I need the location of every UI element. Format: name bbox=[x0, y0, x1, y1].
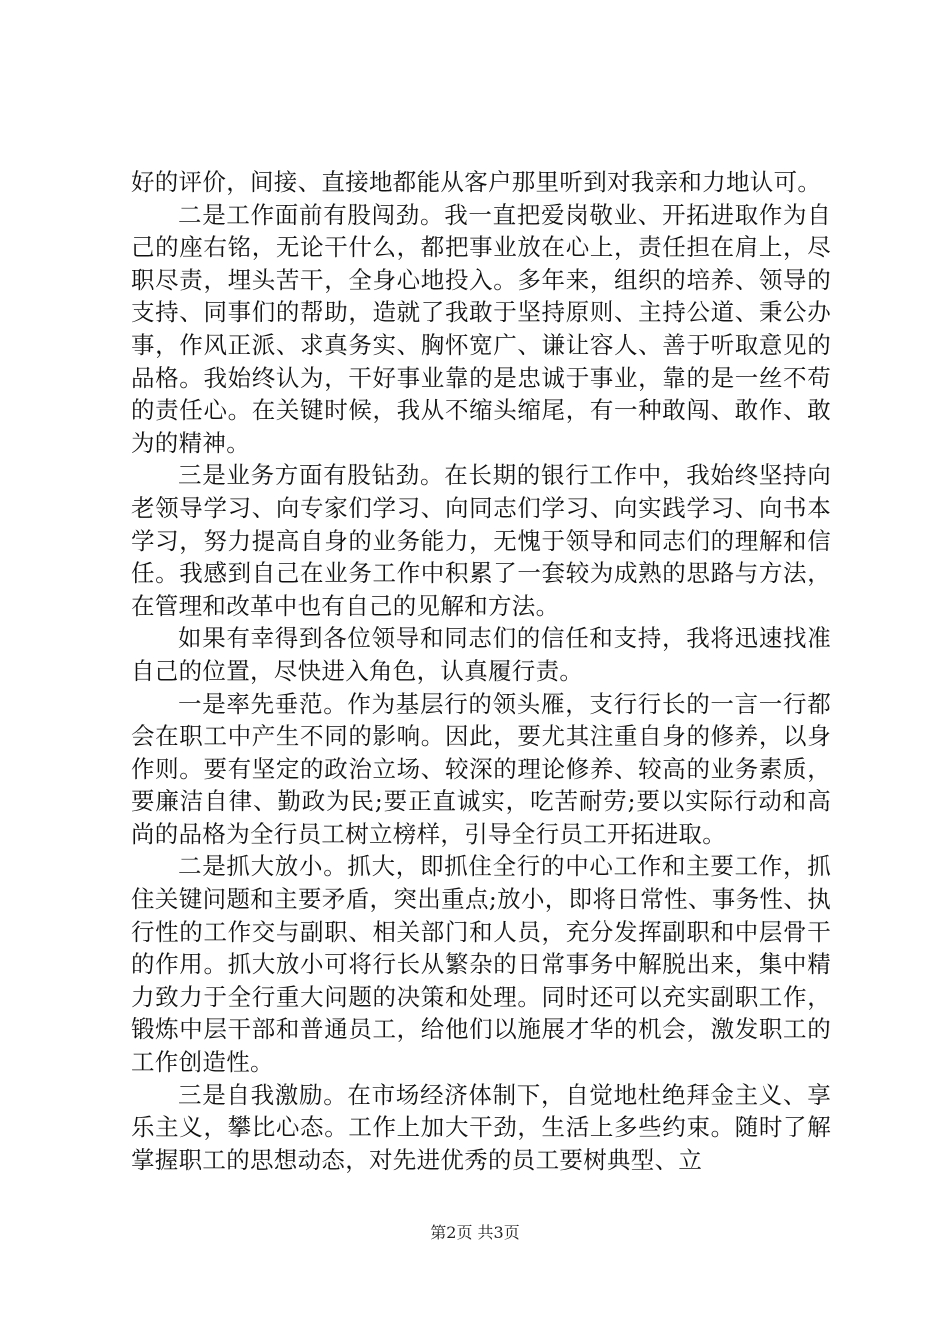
paragraph-5: 一是率先垂范。作为基层行的领头雁，支行行长的一言一行都会在职工中产生不同的影响。因此，要尤其注重自身的修养，以身作则。要有坚定的政治立场、较深的理论修养、较高的业务素质，要廉洁自律、勤政为民;要正直诚实，吃苦耐劳;要以实际行动和高尚的品格为全行员工树立榜样，引导全行员工开拓进取。 bbox=[131, 689, 831, 848]
paragraph-2: 二是工作面前有股闯劲。我一直把爱岗敬业、开拓进取作为自己的座右铭，无论干什么，都把事业放在心上，责任担在肩上，尽职尽责，埋头苦干，全身心地投入。多年来，组织的培养、领导的支持、同事们的帮助，造就了我敢于坚持原则、主持公道、秉公办事，作风正派、求真务实、胸怀宽广、谦让容人、善于听取意见的品格。我始终认为，干好事业靠的是忠诚于事业，靠的是一丝不苟的责任心。在关键时候，我从不缩头缩尾，有一种敢闯、敢作、敢为的精神。 bbox=[131, 200, 831, 457]
paragraph-1: 好的评价，间接、直接地都能从客户那里听到对我亲和力地认可。 bbox=[131, 168, 822, 196]
page-footer: 第2页 共3页 bbox=[430, 1223, 520, 1242]
paragraph-6: 二是抓大放小。抓大，即抓住全行的中心工作和主要工作，抓住关键问题和主要矛盾，突出重点;放小，即将日常性、事务性、执行性的工作交与副职、相关部门和人员，充分发挥副职和中层骨干的作用。抓大放小可将行长从繁杂的日常事务中解脱出来，集中精力致力于全行重大问题的决策和处理。同时还可以充实副职工作，锻炼中层干部和普通员工，给他们以施展才华的机会，激发职工的工作创造性。 bbox=[131, 852, 831, 1077]
paragraph-4: 如果有幸得到各位领导和同志们的信任和支持，我将迅速找准自己的位置，尽快进入角色，认真履行责。 bbox=[131, 624, 831, 685]
document-body bbox=[131, 166, 831, 1176]
paragraph-3: 三是业务方面有股钻劲。在长期的银行工作中，我始终坚持向老领导学习、向专家们学习、向同志们学习、向实践学习、向书本学习，努力提高自身的业务能力，无愧于领导和同志们的理解和信任。我感到自己在业务工作中积累了一套较为成熟的思路与方法，在管理和改革中也有自己的见解和方法。 bbox=[131, 461, 831, 620]
paragraph-7: 三是自我激励。在市场经济体制下，自觉地杜绝拜金主义、享乐主义，攀比心态。工作上加大干劲，生活上多些约束。随时了解掌握职工的思想动态，对先进优秀的员工要树典型、立 bbox=[131, 1080, 831, 1174]
